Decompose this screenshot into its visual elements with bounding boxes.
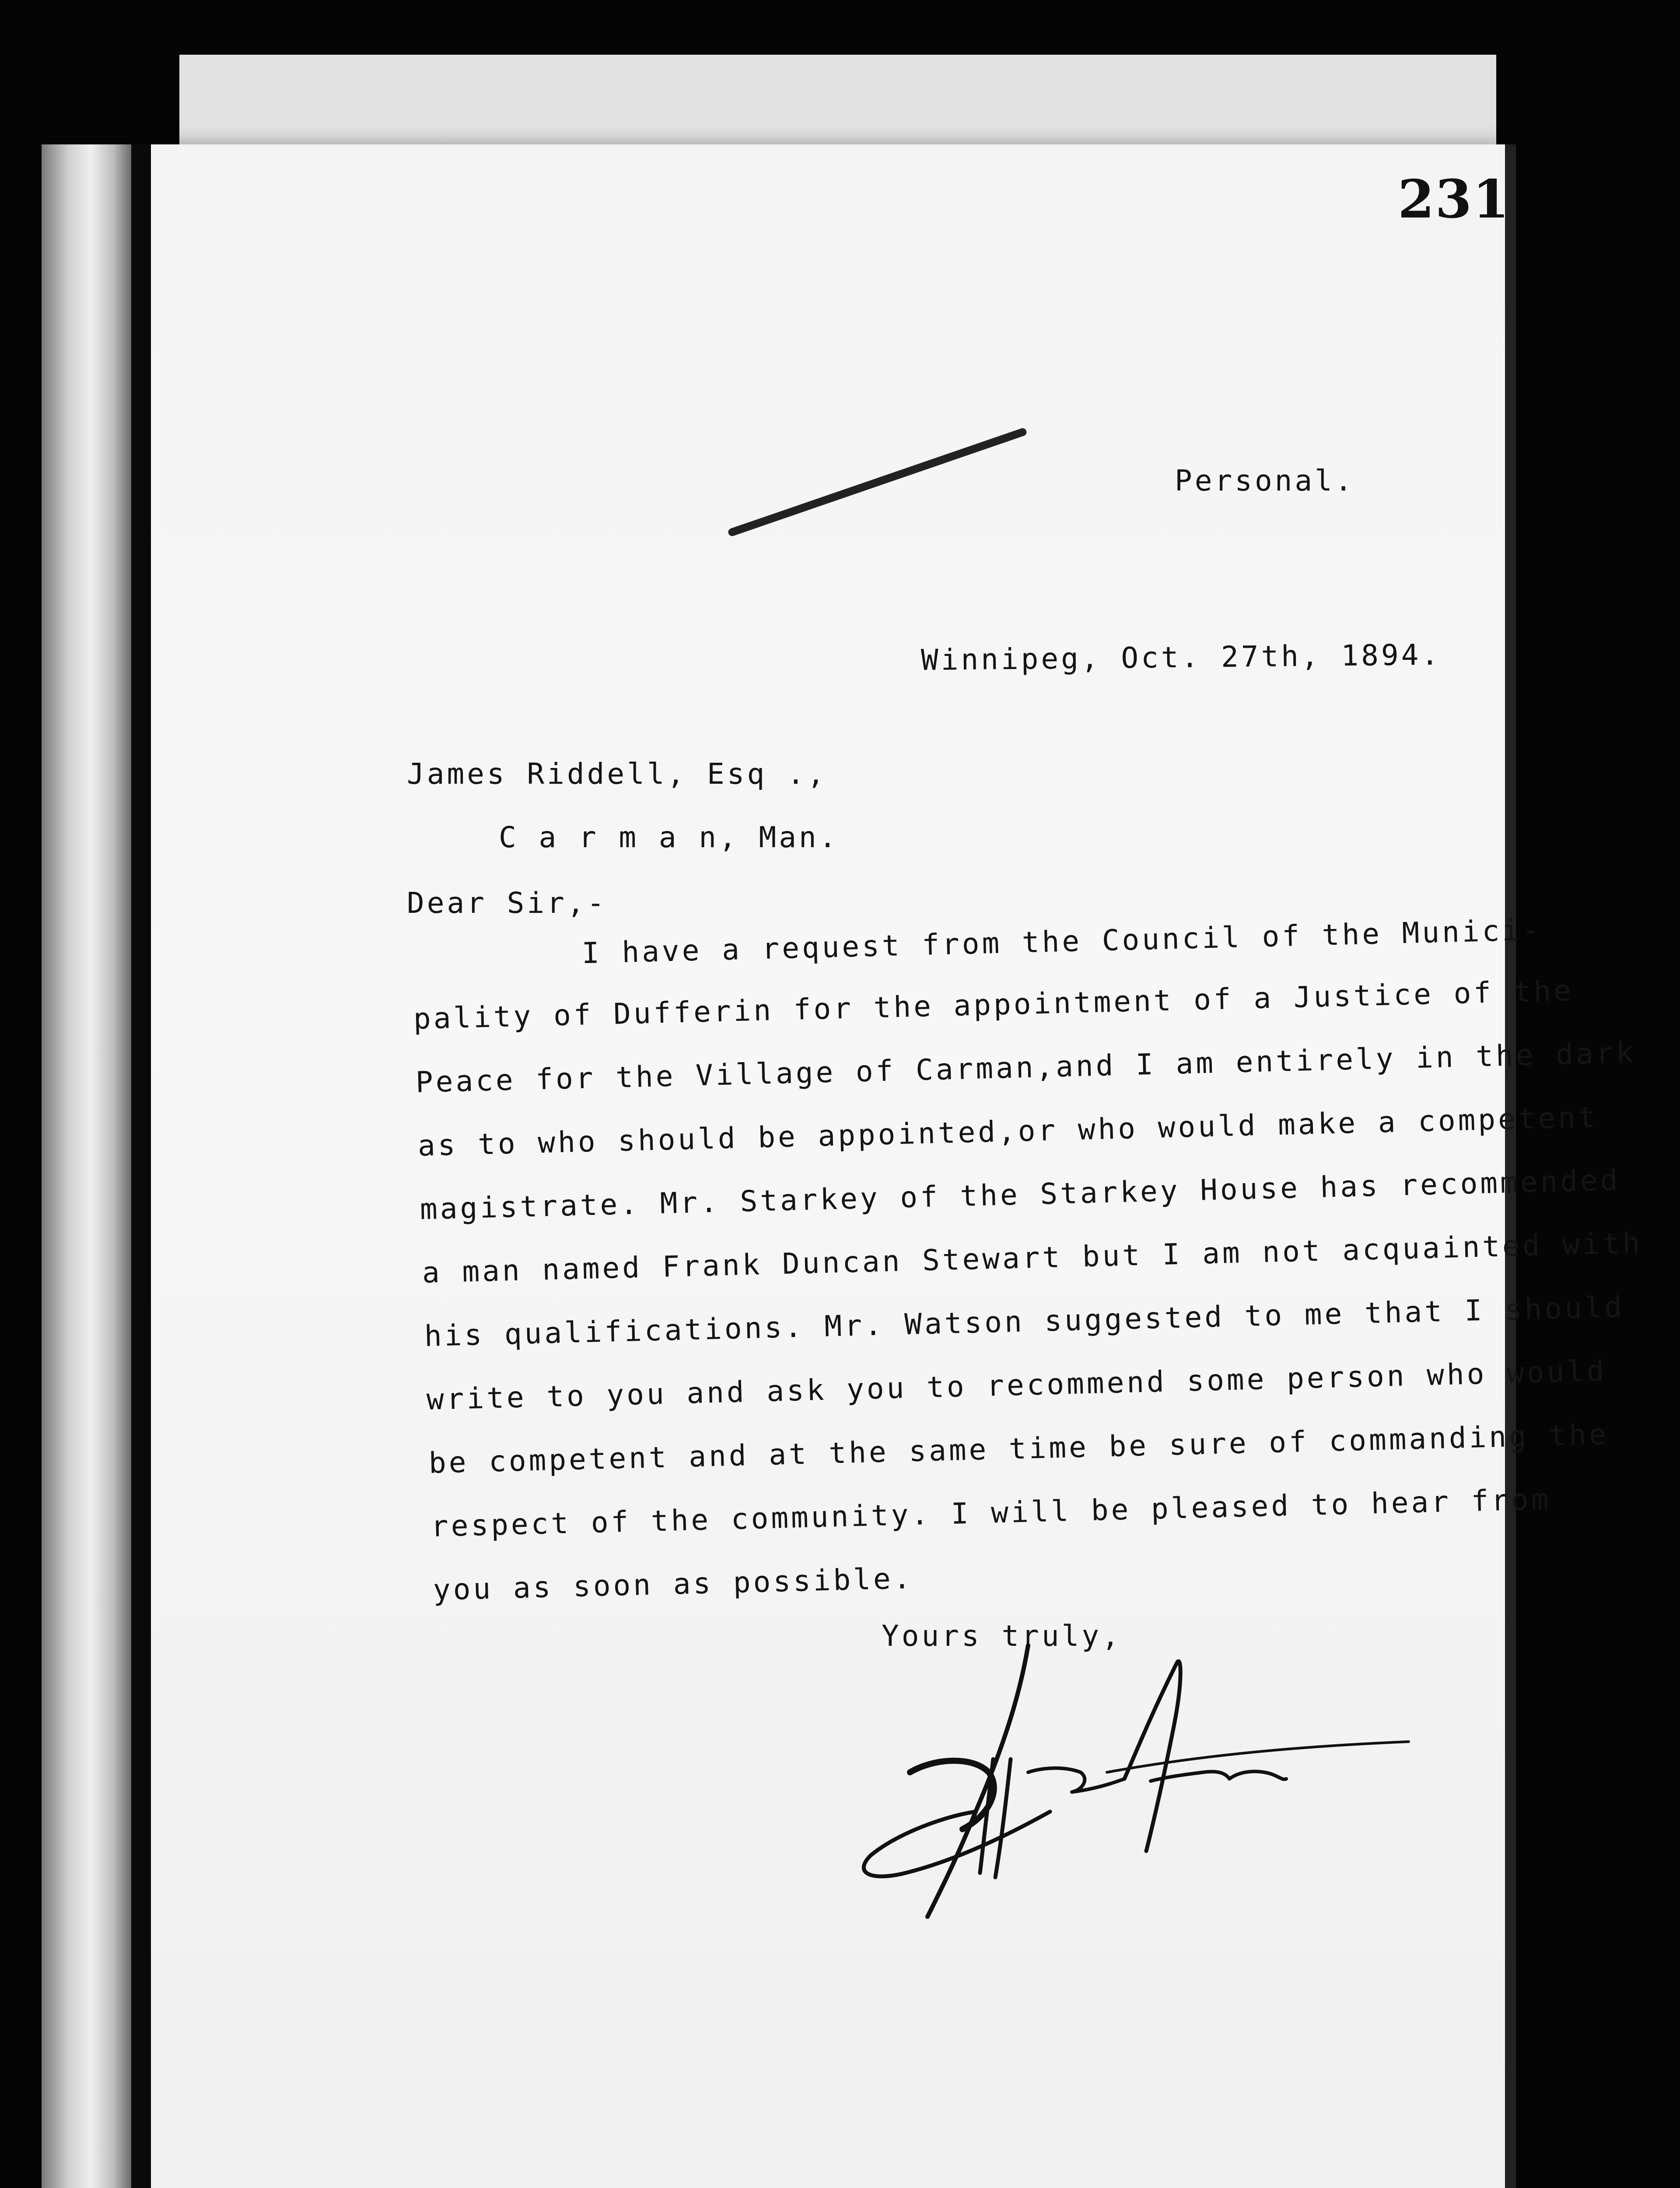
body-line: Peace for the Village of Carman,and I am entirely in the dark [415,1035,1636,1099]
body-line: his qualifications. Mr. Watson suggested to me that I should [424,1290,1625,1353]
body-line: pality of Dufferin for the appointment of a Justice of the [413,974,1574,1036]
closing: Yours truly, [882,1619,1122,1653]
body-line: I have a request from the Council of the Munici- [581,913,1543,970]
signature-image [844,1628,1426,1978]
body-line: be competent and at the same time be sure of commanding the [428,1417,1610,1480]
body-line: you as soon as possible. [433,1561,914,1607]
folio-number: 231 [1398,168,1510,230]
dateline: Winnipeg, Oct. 27th, 1894. [920,638,1442,677]
body-line: magistrate. Mr. Starkey of the Starkey House has recommended [420,1163,1621,1226]
personal-marking: Personal. [1175,464,1355,498]
body-line: write to you and ask you to recommend some person who would [426,1354,1607,1417]
body-line: respect of the community. I will be pleased to hear from [430,1482,1552,1543]
body-line: a man named Frank Duncan Stewart but I am not acquainted with [422,1226,1643,1290]
recipient-name: James Riddell, Esq ., [407,757,827,791]
body-line: as to who should be appointed,or who would make a competent [417,1100,1599,1163]
recipient-place: C a r m a n, Man. [499,820,839,854]
adjacent-page-edge [42,144,131,2188]
salutation: Dear Sir,- [407,886,607,920]
